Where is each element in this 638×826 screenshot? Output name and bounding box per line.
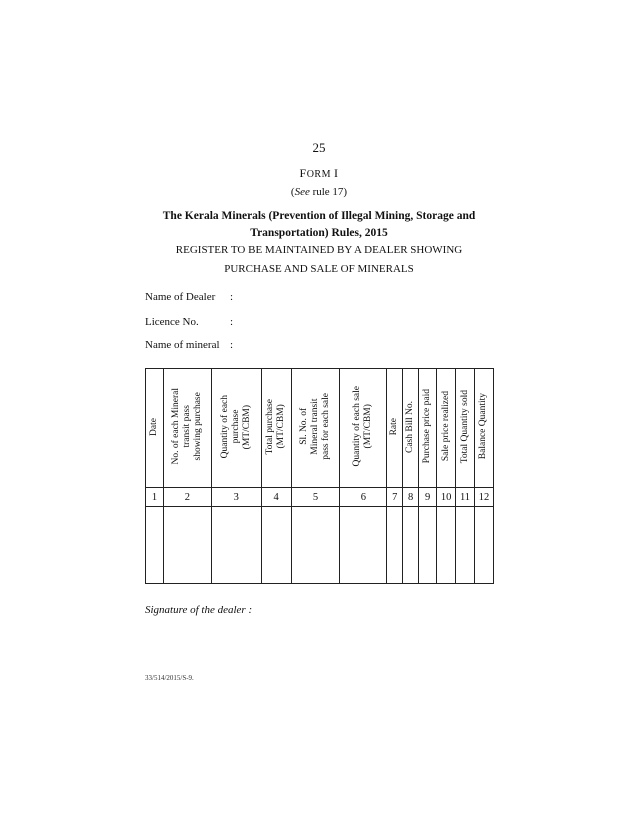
column-header: Cash Bill No.	[403, 369, 419, 488]
footer-code: 33/514/2015/S-9.	[145, 674, 194, 682]
column-number: 9	[419, 488, 437, 507]
column-number: 12	[474, 488, 493, 507]
register-title-line2: PURCHASE AND SALE OF MINERALS	[224, 263, 414, 275]
column-header: Balance Quantity	[474, 369, 493, 488]
rules-title-line1: The Kerala Minerals (Prevention of Illegal Mining, Storage and	[162, 210, 476, 222]
table-cell	[291, 507, 340, 584]
column-header: Sl. No. of Mineral transit pass for each sale	[291, 369, 340, 488]
form-title	[0, 166, 638, 181]
column-header: Rate	[387, 369, 403, 488]
licence-no-label: Licence No.	[145, 316, 199, 328]
column-number: 5	[291, 488, 340, 507]
rule-ref: rule 17)	[312, 186, 348, 198]
table-cell	[403, 507, 419, 584]
mineral-colon: :	[230, 339, 234, 351]
dealer-name-field	[145, 291, 233, 303]
column-number: 11	[456, 488, 475, 507]
column-header: No. of each Mineral transit pass showing purchase	[163, 369, 211, 488]
licence-colon: :	[230, 316, 234, 328]
column-header: Quantity of each sale (MT/CBM)	[340, 369, 387, 488]
column-number: 7	[387, 488, 403, 507]
register-title-line1: REGISTER TO BE MAINTAINED BY A DEALER SHOWING	[175, 244, 463, 256]
table-cell	[387, 507, 403, 584]
table-body-row	[146, 507, 494, 584]
column-number: 6	[340, 488, 387, 507]
column-number: 10	[437, 488, 456, 507]
table-cell	[419, 507, 437, 584]
mineral-name-label: Name of mineral	[145, 339, 220, 351]
dealer-signature-label: Signature of the dealer :	[145, 604, 253, 616]
see-word: See	[294, 186, 310, 198]
table-cell	[146, 507, 164, 584]
column-number: 3	[211, 488, 261, 507]
column-header: Total Quantity sold	[456, 369, 475, 488]
register-table	[145, 368, 494, 584]
register-title	[0, 241, 638, 279]
form-title-number: I	[333, 166, 339, 180]
dealer-name-label: Name of Dealer	[145, 291, 216, 303]
column-header: Purchase price paid	[419, 369, 437, 488]
column-header: Sale price realized	[437, 369, 456, 488]
dealer-colon: :	[230, 291, 234, 303]
column-header: Total purchase (MT/CBM)	[261, 369, 291, 488]
table-cell	[211, 507, 261, 584]
table-cell	[261, 507, 291, 584]
column-number: 1	[146, 488, 164, 507]
rules-title-line2: Transportation) Rules, 2015	[250, 227, 388, 239]
column-number: 8	[403, 488, 419, 507]
column-header: Quantity of each purchase (MT/CBM)	[211, 369, 261, 488]
see-rule: (See rule 17)	[290, 186, 348, 198]
rules-title	[0, 208, 638, 242]
table-header-row	[146, 369, 494, 488]
column-number: 2	[163, 488, 211, 507]
table-cell	[437, 507, 456, 584]
page-number: 25	[312, 140, 326, 155]
form-title-rest: ORM	[306, 169, 331, 180]
form-title-cap: F	[299, 166, 307, 180]
column-header: Date	[146, 369, 164, 488]
licence-no-field	[145, 316, 233, 328]
column-number: 4	[261, 488, 291, 507]
mineral-name-field	[145, 339, 233, 351]
table-cell	[163, 507, 211, 584]
column-number-row	[146, 488, 494, 507]
table-cell	[340, 507, 387, 584]
table-cell	[456, 507, 475, 584]
table-cell	[474, 507, 493, 584]
